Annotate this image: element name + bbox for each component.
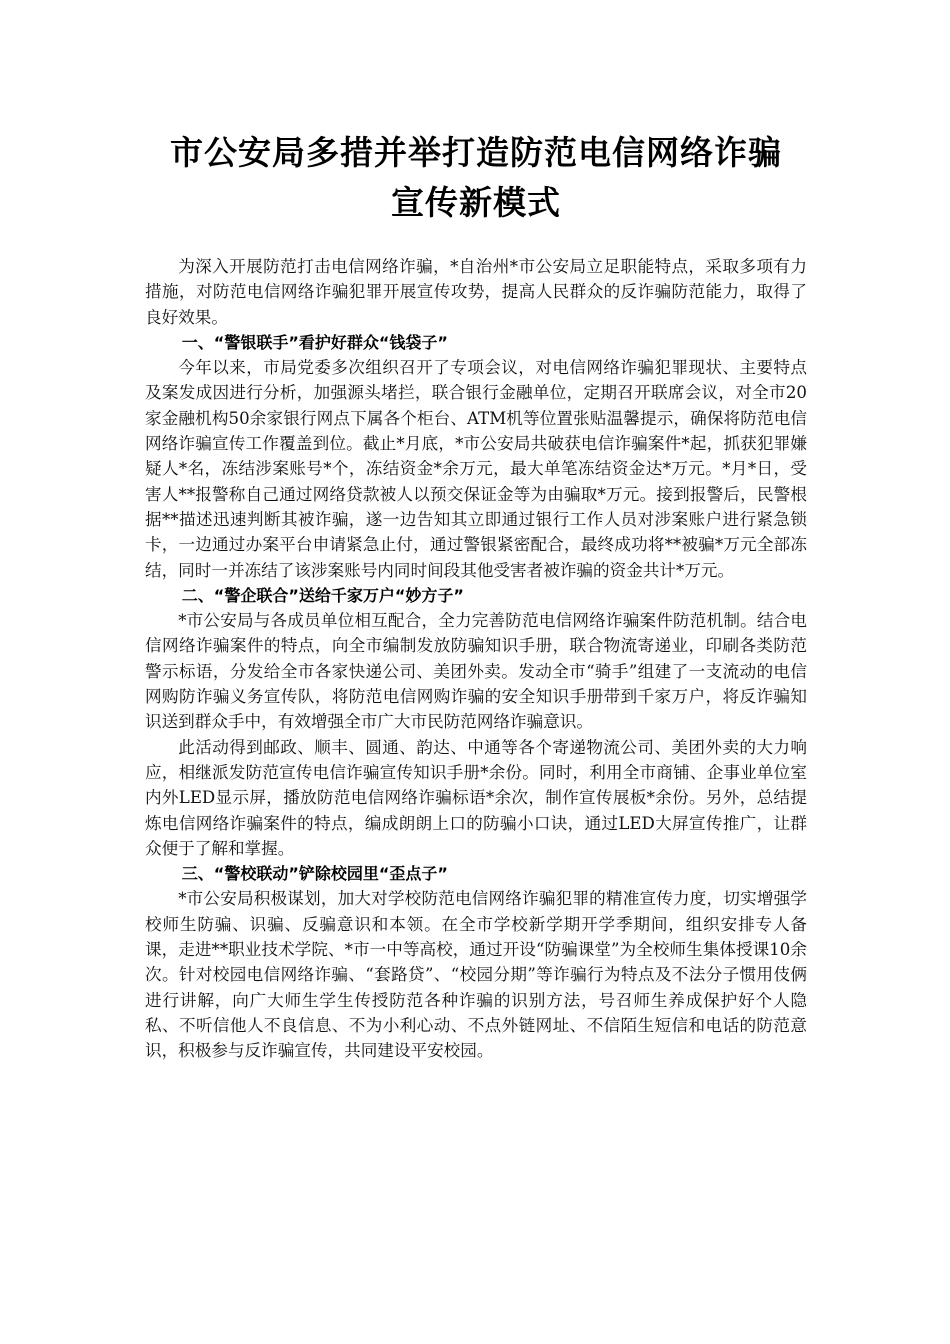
section-1-heading: 一、“警银联手”看护好群众“钱袋子” xyxy=(181,332,448,352)
title-line-1: 市公安局多措并举打造防范电信网络诈骗 xyxy=(170,133,782,172)
title-line-2: 宣传新模式 xyxy=(391,183,561,222)
document-page xyxy=(145,128,807,1064)
section-2-heading: 二、“警企联合”送给千家万户“妙方子” xyxy=(181,585,464,605)
document-body xyxy=(145,254,807,1064)
section-3-heading: 三、“警校联动”铲除校园里“歪点子” xyxy=(181,864,448,884)
section-3-paragraph-1: *市公安局积极谋划，加大对学校防范电信网络诈骗犯罪的精准宣传力度，切实增强学校师生防骗、识骗、反骗意识和本领。在全市学校新学期开学季期间，组织安排专人备课，走进**职业技术学院、*市一中等高校，通过开设“防骗课堂”为全校师生集体授课10余次。针对校园电信网络诈骗、“套路贷”、“校园分期”等诈骗行为特点及不法分子惯用伎俩进行讲解，向广大师生学生传授防范各种诈骗的识别方法，号召师生养成保护好个人隐私、不听信他人不良信息、不为小利心动、不点外链网址、不信陌生短信和电话的防范意识，积极参与反诈骗宣传，共同建设平安校园。 xyxy=(145,889,807,1061)
section-2-paragraph-2: 此活动得到邮政、顺丰、圆通、韵达、中通等各个寄递物流公司、美团外卖的大力响应，相继派发防范宣传电信诈骗宣传知识手册*余份。同时，利用全市商铺、企事业单位室内外LED显示屏，播放防范电信网络诈骗标语*余次，制作宣传展板*余份。另外，总结提炼电信网络诈骗案件的特点，编成朗朗上口的防骗小口诀，通过LED大屏宣传推广，让群众便于了解和掌握。 xyxy=(145,737,807,858)
section-1-paragraph-1: 今年以来，市局党委多次组织召开了专项会议，对电信网络诈骗犯罪现状、主要特点及案发成因进行分析，加强源头堵拦，联合银行金融单位，定期召开联席会议，对全市20家金融机构50余家银行网点下属各个柜台、ATM机等位置张贴温馨提示，确保将防范电信网络诈骗宣传工作覆盖到位。截止*月底，*市公安局共破获电信诈骗案件*起，抓获犯罪嫌疑人*名，冻结涉案账号*个，冻结资金*余万元，最大单笔冻结资金达*万元。*月*日，受害人**报警称自己通过网络贷款被人以预交保证金等为由骗取*万元。接到报警后，民警根据**描述迅速判断其被诈骗，遂一边告知其立即通过银行工作人员对涉案账户进行紧急锁卡，一边通过办案平台申请紧急止付，通过警银紧密配合，最终成功将**被骗*万元全部冻结，同时一并冻结了该涉案账号内同时间段其他受害者被诈骗的资金共计*万元。 xyxy=(145,358,807,580)
document-title xyxy=(145,128,807,228)
intro-paragraph: 为深入开展防范打击电信网络诈骗，*自治州*市公安局立足职能特点，采取多项有力措施，对防范电信网络诈骗犯罪开展宣传攻势，提高人民群众的反诈骗防范能力，取得了良好效果。 xyxy=(145,257,807,327)
section-2-paragraph-1: *市公安局与各成员单位相互配合，全力完善防范电信网络诈骗案件防范机制。结合电信网络诈骗案件的特点，向全市编制发放防骗知识手册，联合物流寄递业，印刷各类防范警示标语，分发给全市各家快递公司、美团外卖。发动全市“骑手”组建了一支流动的电信网购防诈骗义务宣传队，将防范电信网购诈骗的安全知识手册带到千家万户，将反诈骗知识送到群众手中，有效增强全市广大市民防范网络诈骗意识。 xyxy=(145,611,807,732)
